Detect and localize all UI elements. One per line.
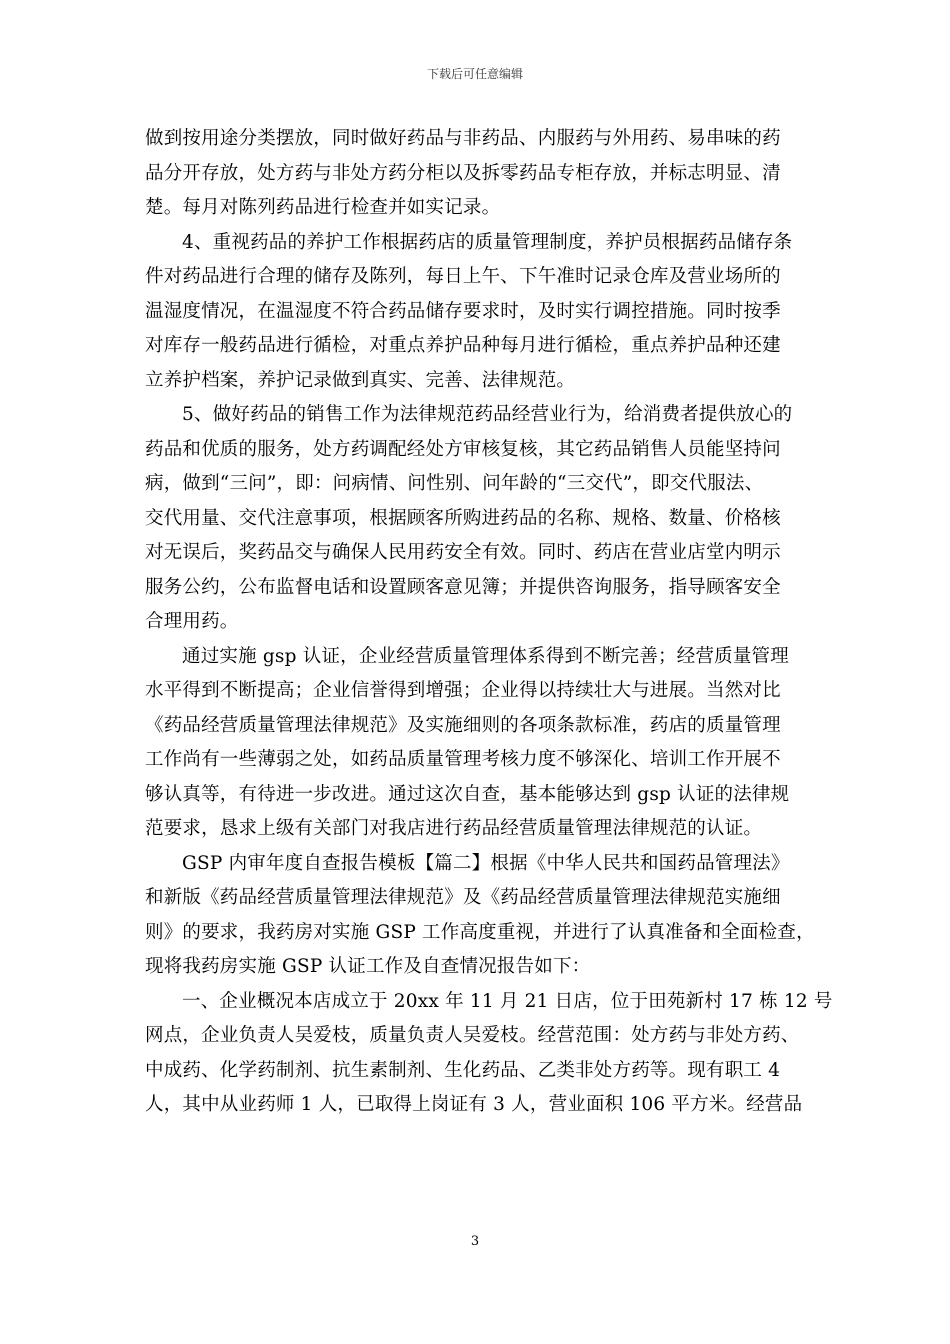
page-number: 3: [470, 1234, 480, 1249]
text-line: 件对药品进行合理的储存及陈列，每日上午、下午准时记录仓库及营业场所的: [145, 266, 781, 287]
paragraph-storage: [145, 122, 815, 226]
text-line: 服务公约，公布监督电话和设置顾客意见簿；并提供咨询服务，指导顾客安全: [145, 576, 781, 598]
text-line: 一、企业概况本店成立于 20xx 年 11 月 21 日店，位于田苑新村 17 栋 12 号: [182, 990, 833, 1012]
paragraph-maintenance: [145, 226, 815, 399]
text-line: 则》的要求，我药房对实施 GSP 工作高度重视，并进行了认真准备和全面检查，: [145, 921, 815, 943]
text-line: 工作尚有一些薄弱之处，如药品质量管理考核力度不够深化、培训工作开展不: [145, 749, 781, 770]
text-line: 药品和优质的服务，处方药调配经处方审核复核，其它药品销售人员能坚持问: [145, 438, 781, 460]
text-line: 做到按用途分类摆放，同时做好药品与非药品、内服药与外用药、易串味的药: [145, 128, 781, 149]
text-line: 和新版《药品经营质量管理法律规范》及《药品经营质量管理法律规范实施细: [145, 887, 781, 908]
text-line: 4、重视药品的养护工作根据药店的质量管理制度，养护员根据药品储存条: [182, 231, 793, 253]
text-line: 《药品经营质量管理法律规范》及实施细则的各项条款标准，药店的质量管理: [145, 714, 781, 736]
text-line: 合理用药。: [145, 611, 239, 632]
text-line: 对无误后，奖药品交与确保人民用药安全有效。同时、药店在营业店堂内明示: [145, 542, 781, 563]
text-line: 人，其中从业药师 1 人，已取得上岗证有 3 人，营业面积 106 平方米。经营品: [145, 1094, 803, 1115]
text-line: 楚。每月对陈列药品进行检查并如实记录。: [145, 197, 501, 218]
text-line: 水平得到不断提高；企业信誉得到增强；企业得以持续壮大与进展。当然对比: [145, 680, 781, 701]
text-line: 网点，企业负责人吴爱枝，质量负责人吴爱枝。经营范围：处方药与非处方药、: [145, 1025, 800, 1046]
text-line: 品分开存放，处方药与非处方药分柜以及拆零药品专柜存放，并标志明显、清: [145, 162, 781, 184]
text-line: GSP 内审年度自查报告模板【篇二】根据《中华人民共和国药品管理法》: [182, 852, 790, 874]
paragraph-template-two: [145, 847, 815, 985]
text-line: 病，做到“三问”，即：问病情、问性别、问年龄的“三交代”，即交代服法、: [145, 473, 764, 494]
text-line: 温湿度情况，在温湿度不符合药品储存要求时，及时实行调控措施。同时按季: [145, 300, 781, 322]
text-line: 通过实施 gsp 认证，企业经营质量管理体系得到不断完善；经营质量管理: [182, 645, 789, 667]
paragraph-conclusion: [145, 640, 815, 847]
text-line: 中成药、化学药制剂、抗生素制剂、生化药品、乙类非处方药等。现有职工 4: [145, 1059, 781, 1081]
text-line: 交代用量、交代注意事项，根据顾客所购进药品的名称、规格、数量、价格核: [145, 507, 781, 529]
text-line: 对库存一般药品进行循检，对重点养护品种每月进行循检，重点养护品种还建: [145, 335, 781, 356]
text-line: 够认真等，有待进一步改进。通过这次自查，基本能够达到 gsp 认证的法律规: [145, 783, 790, 805]
paragraph-sales: [145, 398, 815, 640]
paragraph-company-overview: [145, 985, 833, 1123]
text-line: 现将我药房实施 GSP 认证工作及自查情况报告如下：: [145, 956, 591, 977]
document-body: [145, 122, 833, 1123]
text-line: 5、做好药品的销售工作为法律规范药品经营业行为，给消费者提供放心的: [182, 404, 793, 425]
text-line: 范要求，恳求上级有关部门对我店进行药品经营质量管理法律规范的认证。: [145, 818, 763, 839]
text-line: 立养护档案，养护记录做到真实、完善、法律规范。: [145, 369, 576, 391]
page-header: 下载后可任意编辑: [426, 67, 523, 81]
